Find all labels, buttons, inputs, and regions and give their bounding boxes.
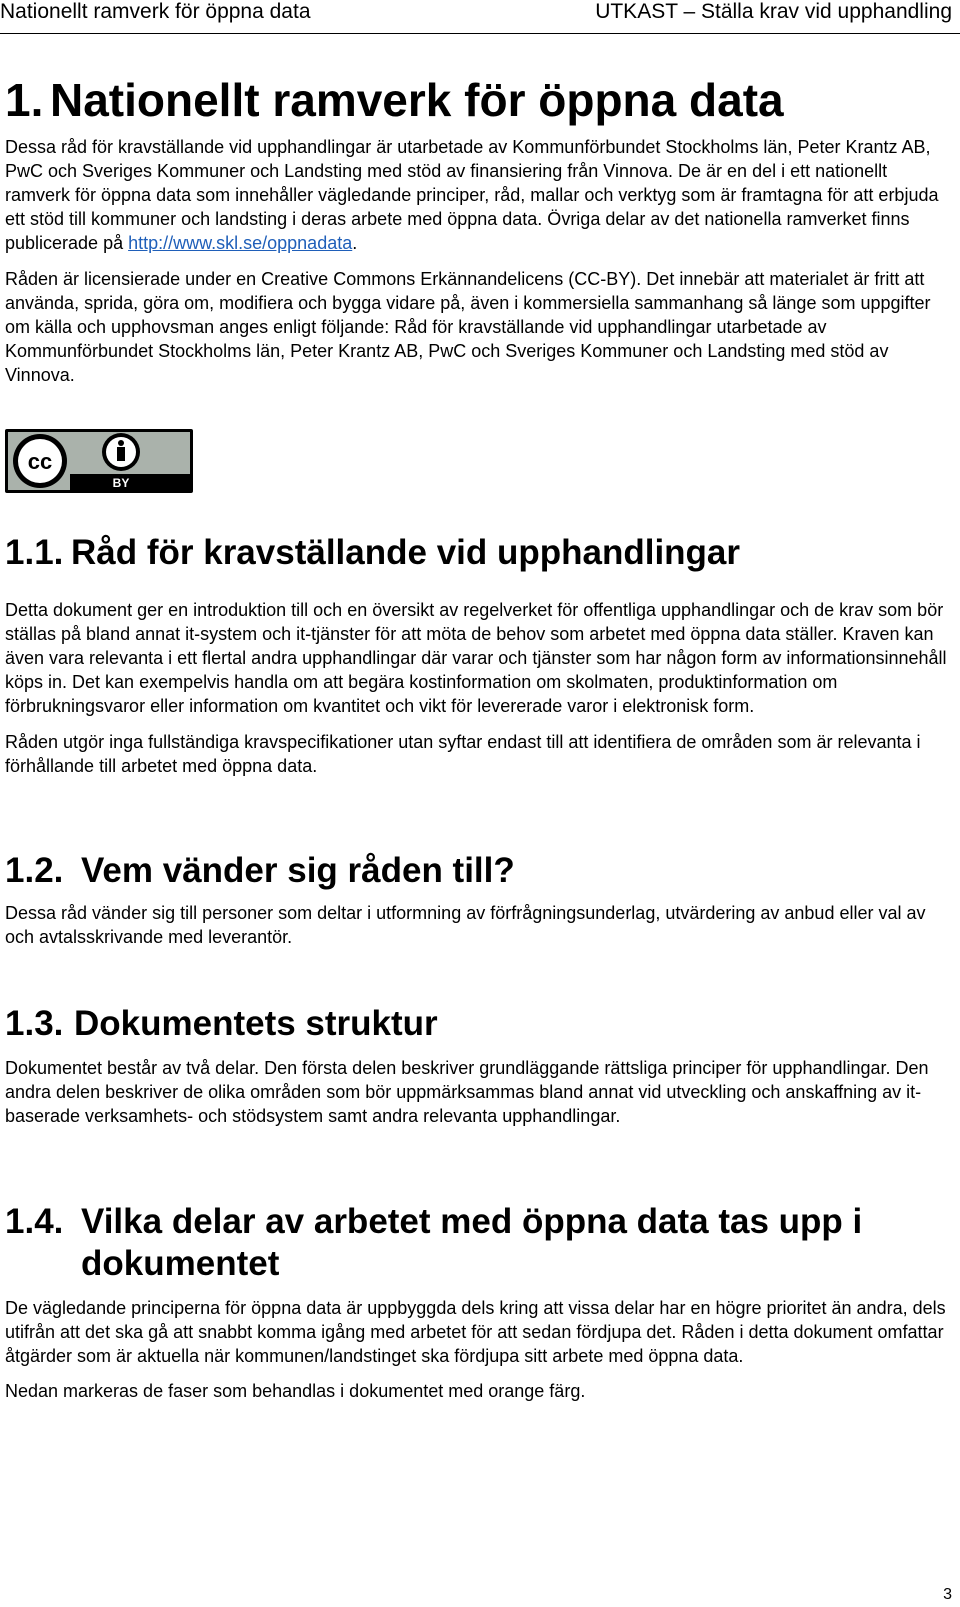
by-text: BY (112, 476, 130, 490)
section-1-1-number: 1.1. (5, 533, 64, 572)
header-divider (0, 33, 960, 34)
section-1-title: Nationellt ramverk för öppna data (50, 74, 784, 126)
header-draft-title: UTKAST – Ställa krav vid upphandling (595, 0, 952, 23)
section-1-4 (5, 1201, 955, 1403)
section-1-4-number: 1.4. (5, 1202, 64, 1241)
header-document-title: Nationellt ramverk för öppna data (0, 0, 311, 23)
section-1-2-heading (5, 850, 955, 892)
document-body (5, 72, 955, 387)
section-1-4-paragraph-1: De vägledande principerna för öppna data är uppbyggda dels kring att vissa delar har en högre prioritet än andra, dels utifrån att det ska gå att snabbt komma igång med arbetet för att sedan fördjupa det. Råden i detta dokument omfattar åtgärder som är aktuella när kommunen/landstinget ska fördjupa sitt arbete med öppna data. (5, 1298, 946, 1366)
section-1-2-title: Vem vänder sig råden till? (81, 851, 515, 890)
section-1-paragraph-2: Råden är licensierade under en Creative Commons Erkännandelicens (CC-BY). Det innebär att materialet är fritt att använda, sprida, göra om, modifiera och bygga vidare på, även i kommersiella sammanhang så länge som uppgifter om källa och upphovsman anges enligt följande: Råd för kravställande vid upphandlingar utarbetade av Kommunförbundet Stockholms län, Peter Krantz AB, PwC och Sveriges Kommuner och Landsting med stöd av Vinnova. (5, 269, 931, 385)
section-1-1-paragraph-1: Detta dokument ger en introduktion till och en översikt av regelverket för offentliga upphandlingar och de krav som bör ställas på bland annat it-system och it-tjänster för att möta de behov som arbetet med öppna data ställer. Kraven kan även vara relevanta i ett flertal andra upphandlingar där varar och tjänster som har någon form av informationsinnehåll köps in. Det kan exempelvis handla om att begära kostinformation om skolmaten, produktinformation om förbrukningsvaror eller information om kvantitet och vikt för levererade varor i elektronisk form. (5, 600, 947, 716)
section-1-1 (5, 532, 955, 778)
section-1-3 (5, 1003, 955, 1128)
section-1-1-title: Råd för kravställande vid upphandlingar (71, 533, 741, 572)
section-1-2-number: 1.2. (5, 851, 64, 890)
section-1-4-title: Vilka delar av arbetet med öppna data tas upp i dokumentet (81, 1202, 863, 1283)
section-1-1-heading (5, 532, 955, 574)
section-1-paragraph-1-end: . (352, 233, 358, 253)
section-1-3-paragraph-1: Dokumentet består av två delar. Den första delen beskriver grundläggande rättsliga principer för upphandlingar. Den andra delen beskriver de olika områden som bör uppmärksammas bland annat vid utveckling och anskaffning av it-baserade verksamhets- och stödsystem samt andra relevanta upphandlingar. (5, 1058, 929, 1126)
creative-commons-by-icon (4, 428, 194, 494)
section-1-3-title: Dokumentets struktur (74, 1004, 438, 1043)
section-1-1-paragraph-2: Råden utgör inga fullständiga kravspecifikationer utan syftar endast till att identifiera de områden som är relevanta i förhållande till arbetet med öppna data. (5, 732, 921, 776)
skl-oppnadata-link[interactable]: http://www.skl.se/oppnadata (128, 233, 353, 253)
section-1-4-heading (5, 1201, 955, 1285)
section-1-3-heading (5, 1003, 955, 1045)
page-number: 3 (943, 1586, 952, 1603)
section-1-3-number: 1.3. (5, 1004, 64, 1043)
section-1-paragraph-1-text: Dessa råd för kravställande vid upphandlingar är utarbetade av Kommunförbundet Stockholms län, Peter Krantz AB, PwC och Sveriges Kommuner och Landsting med stöd av finansiering från Vinnova. De är en del i ett nationellt ramverk för öppna data som innehåller vägledande principer, råd, mallar och verktyg som är framtagna för att erbjuda ett stöd till kommuner och landsting i deras arbete med öppna data. Övriga delar av det nationella ramverket finns publicerade på (5, 137, 939, 253)
cc-text: cc (27, 449, 53, 474)
section-1-paragraph-1 (5, 135, 955, 255)
page-header (0, 0, 960, 40)
section-1-2 (5, 850, 955, 949)
section-1-2-paragraph-1: Dessa råd vänder sig till personer som deltar i utformning av förfrågningsunderlag, utvärdering av anbud eller val av och avtalsskrivande med leverantör. (5, 903, 926, 947)
section-1-4-paragraph-2: Nedan markeras de faser som behandlas i dokumentet med orange färg. (5, 1381, 586, 1401)
section-1-number: 1. (5, 74, 44, 126)
section-1-heading (5, 72, 955, 128)
